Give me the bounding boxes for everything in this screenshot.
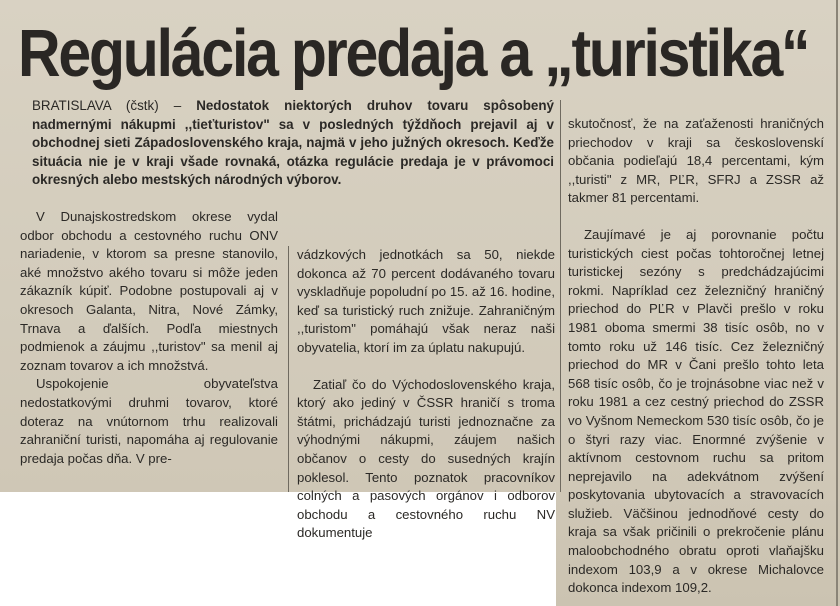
article-lead: [32, 97, 554, 190]
column-divider-1: [288, 246, 289, 492]
column-divider-2: [560, 100, 561, 492]
article-headline: Regulácia predaja a „turistika“: [18, 16, 809, 91]
page-edge-line: [836, 0, 838, 606]
paragraph: Zatiaľ čo do Východoslovenského kraja, ktorý ako jediný v ČSSR hraničí s troma štátmi, prichádzajú turisti jednoznačne za výhodnými nákupmi, záujem našich občanov o cesty do susedných krajín poklesol. Tento poznatok pracovníkov colných a pasových orgánov i odborov obchodu a cestovného ruchu NV dokumentuje: [297, 376, 555, 541]
paragraph: Uspokojenie obyvateľstva nedostatkovými druhmi tovarov, ktoré doteraz na vnútornom trhu realizovali zahraniční turisti, napomáha aj regulovanie predaja počas dňa. V pre-: [20, 376, 278, 466]
column-2: [297, 246, 555, 543]
paragraph: skutočnosť, že na zaťaženosti hraničných priechodov v kraji sa československí občania podieľajú 18,4 percentami, kým ,,turisti" z MR, PĽR, SFRJ a ZSSR až takmer 81 percentami.: [568, 116, 824, 206]
paragraph: vádzkových jednotkách sa 50, niekde dokonca až 70 percent dodávaného tovaru vyskladňuje popoludní po 15. až 16. hodine, keď sa turistický ruch znižuje. Zahraničným ,,turistom" pomáhajú však neraz naši obyvatelia, ktorí im za úplatu nakupujú.: [297, 247, 555, 355]
lead-text: Nedostatok niektorých druhov tovaru spôsobený nadmernými nákupmi ,,tieťturistov" sa v posledných týždňoch prejavil aj v obchodnej sieti Západoslovenského kraja, najmä v jeho južných okresoch. Keďže situácia nie je v kraji všade rovnaká, otázka regulácie predaja je v právomoci okresných alebo mestských národných výborov.: [32, 98, 554, 188]
paragraph: Zaujímavé je aj porovnanie počtu turistických ciest počas tohtoročnej letnej turistickej sezóny s predchádzajúcimi rokmi. Napríklad cez železničný hraničný priechod do PĽR v Plavči prešlo v roku 1981 oboma smermi 38 tisíc osôb, no v tomto roku už 146 tisíc. Cez železničný priechod do MR v Čani prešlo tohto leta 568 tisíc osôb, čo je trojnásobne viac než v roku 1981 a cez cestný priechod do ZSSR vo Vyšnom Nemeckom 530 tisíc osôb, čo je o štyri razy viac. Enormné zvýšenie v aktívnom cestovnom ruchu sa pritom neprejavilo na adekvátnom zvýšení poskytovania ubytovacích a stravovacích služieb. Väčšinou jednodňové cesty do kraja sa však pričinili o prekročenie plánu maloobchodného obratu oproti vlaňajšku indexom 103,9 a v okrese Michalovce dokonca indexom 109,2.: [568, 226, 824, 596]
column-3: [568, 115, 824, 598]
dateline: BRATISLAVA (čstk) –: [32, 98, 182, 113]
column-1: [20, 208, 278, 468]
paragraph: V Dunajskostredskom okrese vydal odbor obchodu a cestovného ruchu ONV nariadenie, v ktorom sa presne stanovilo, aké množstvo akého tovaru si môže jeden zákazník kúpiť. Podobne postupovali aj v okresoch Galanta, Nitra, Nové Zámky, Trnava a ďalších. Podľa miestnych podmienok a záujmu ,,turistov" sa menil aj zoznam tovarov a ich množstvá.: [20, 209, 278, 373]
